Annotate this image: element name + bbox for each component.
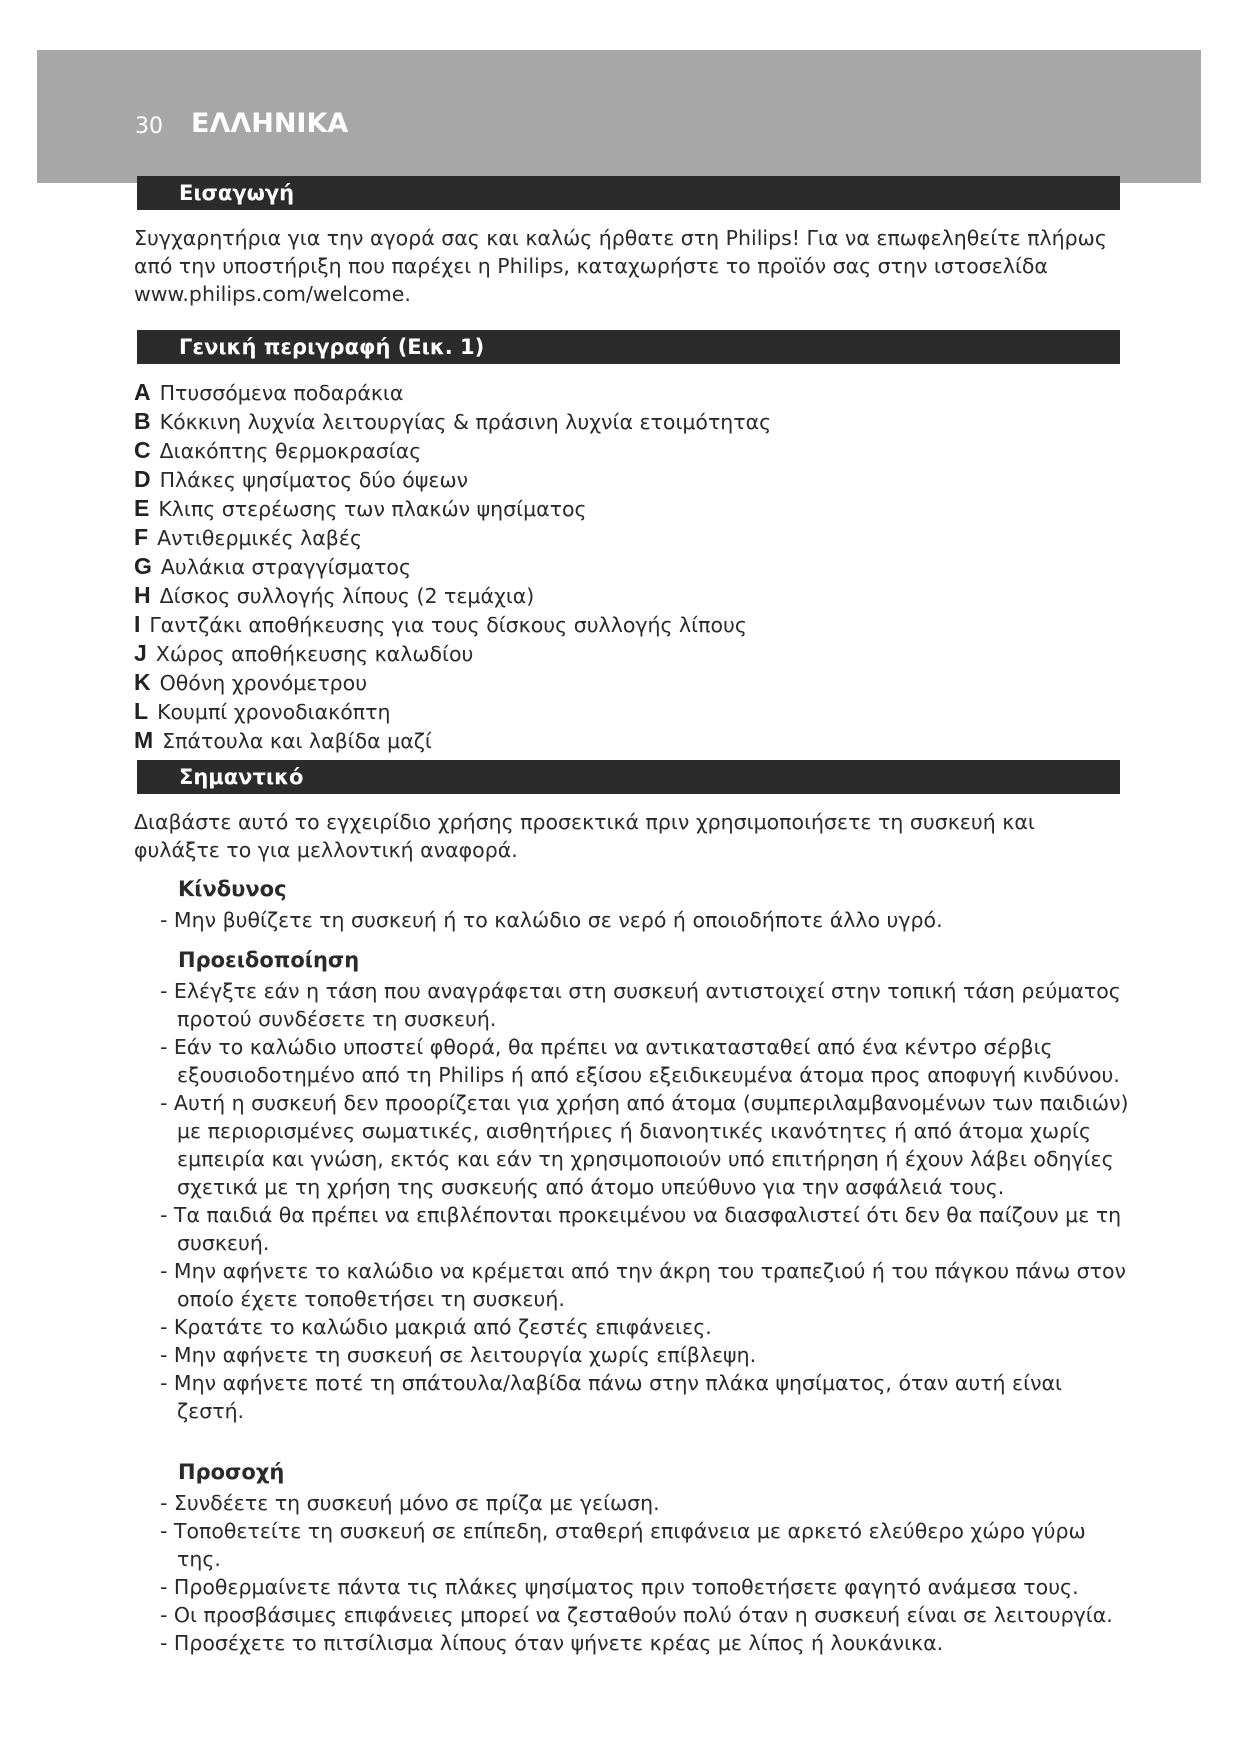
part-item	[134, 494, 771, 523]
section-heading-intro: Εισαγωγή	[137, 176, 1120, 210]
warning-title: Προειδοποίηση	[178, 948, 360, 972]
part-label: Κόκκινη λυχνία λειτουργίας & πράσινη λυχνία ετοιμότητας	[159, 410, 772, 434]
intro-paragraph: Συγχαρητήρια για την αγορά σας και καλώς ήρθατε στη Philips! Για να επωφεληθείτε πλήρως από την υποστήριξη που παρέχει η Philips, καταχωρήστε το προϊόν σας στην ιστοσελίδα www.philips.com/welcome.	[134, 226, 1107, 306]
part-letter: F	[134, 524, 149, 550]
caution-list	[148, 1489, 1133, 1657]
list-item: - Μην αφήνετε τη συσκευή σε λειτουργία χωρίς επίβλεψη.	[148, 1341, 1133, 1369]
page-number: 30	[135, 114, 163, 139]
section-heading-general: Γενική περιγραφή (Εικ. 1)	[137, 330, 1120, 364]
part-letter: I	[134, 611, 141, 637]
part-label: Κουμπί χρονοδιακόπτη	[157, 700, 391, 724]
list-item: - Μην αφήνετε το καλώδιο να κρέμεται από την άκρη του τραπεζιού ή του πάγκου πάνω στον οποίο έχετε τοποθετήσει τη συσκευή.	[148, 1257, 1133, 1313]
list-item: - Μην βυθίζετε τη συσκευή ή το καλώδιο σε νερό ή οποιοδήποτε άλλο υγρό.	[148, 906, 1133, 934]
part-label: Αντιθερμικές λαβές	[157, 526, 362, 550]
list-item: - Κρατάτε το καλώδιο μακριά από ζεστές επιφάνειες.	[148, 1313, 1133, 1341]
part-item	[134, 726, 771, 755]
part-label: Χώρος αποθήκευσης καλωδίου	[155, 642, 474, 666]
part-letter: L	[134, 698, 149, 724]
danger-title: Κίνδυνος	[178, 877, 287, 901]
danger-list	[148, 906, 1133, 934]
part-item	[134, 378, 771, 407]
parts-list	[134, 378, 771, 755]
warning-list	[148, 977, 1133, 1425]
list-item: - Οι προσβάσιμες επιφάνειες μπορεί να ζεσταθούν πολύ όταν η συσκευή είναι σε λειτουργία.	[148, 1601, 1133, 1629]
part-letter: A	[134, 379, 151, 405]
part-letter: H	[134, 582, 151, 608]
list-item: - Προσέχετε το πιτσίλισμα λίπους όταν ψήνετε κρέας με λίπος ή λουκάνικα.	[148, 1629, 1133, 1657]
part-letter: C	[134, 437, 151, 463]
list-item: - Αυτή η συσκευή δεν προορίζεται για χρήση από άτομα (συμπεριλαμβανομένων των παιδιών) με περιορισμένες σωματικές, αισθητήριες ή διανοητικές ικανότητες ή από άτομα χωρίς εμπειρία και γνώση, εκτός και εάν τη χρησιμοποιούν υπό επιτήρηση ή έχουν λάβει οδηγίες σχετικά με τη χρήση της συσκευής από άτομο υπεύθυνο για την ασφάλειά τους.	[148, 1089, 1133, 1201]
list-item: - Ελέγξτε εάν η τάση που αναγράφεται στη συσκευή αντιστοιχεί στην τοπική τάση ρεύματος προτού συνδέσετε τη συσκευή.	[148, 977, 1133, 1033]
list-item: - Προθερμαίνετε πάντα τις πλάκες ψησίματος πριν τοποθετήσετε φαγητό ανάμεσα τους.	[148, 1573, 1133, 1601]
part-item	[134, 407, 771, 436]
part-label: Γαντζάκι αποθήκευσης για τους δίσκους συλλογής λίπους	[149, 613, 747, 637]
part-item	[134, 610, 771, 639]
part-item	[134, 668, 771, 697]
part-letter: D	[134, 466, 151, 492]
list-item: - Συνδέετε τη συσκευή μόνο σε πρίζα με γείωση.	[148, 1489, 1133, 1517]
part-letter: E	[134, 495, 150, 521]
part-label: Διακόπτης θερμοκρασίας	[159, 439, 422, 463]
part-item	[134, 552, 771, 581]
part-item	[134, 581, 771, 610]
part-label: Σπάτουλα και λαβίδα μαζί	[162, 729, 432, 753]
part-letter: J	[134, 640, 147, 666]
list-item: - Μην αφήνετε ποτέ τη σπάτουλα/λαβίδα πάνω στην πλάκα ψησίματος, όταν αυτή είναι ζεστή.	[148, 1369, 1133, 1425]
section-heading-important: Σημαντικό	[137, 760, 1120, 794]
part-item	[134, 697, 771, 726]
part-letter: G	[134, 553, 152, 579]
part-item	[134, 639, 771, 668]
list-item: - Εάν το καλώδιο υποστεί φθορά, θα πρέπει να αντικατασταθεί από ένα κέντρο σέρβις εξουσιοδοτημένο από τη Philips ή από εξίσου εξειδικευμένα άτομα προς αποφυγή κινδύνου.	[148, 1033, 1133, 1089]
part-letter: K	[134, 669, 151, 695]
part-item	[134, 436, 771, 465]
part-label: Δίσκος συλλογής λίπους (2 τεμάχια)	[159, 584, 535, 608]
part-item	[134, 465, 771, 494]
part-label: Πλάκες ψησίματος δύο όψεων	[159, 468, 469, 492]
list-item: - Τοποθετείτε τη συσκευή σε επίπεδη, σταθερή επιφάνεια με αρκετό ελεύθερο χώρο γύρω της.	[148, 1517, 1133, 1573]
part-label: Κλιπς στερέωσης των πλακών ψησίματος	[158, 497, 587, 521]
important-paragraph: Διαβάστε αυτό το εγχειρίδιο χρήσης προσεκτικά πριν χρησιμοποιήσετε τη συσκευή και φυλάξτε το για μελλοντική αναφορά.	[134, 810, 1035, 862]
part-label: Οθόνη χρονόμετρου	[159, 671, 368, 695]
part-letter: B	[134, 408, 151, 434]
list-item: - Τα παιδιά θα πρέπει να επιβλέπονται προκειμένου να διασφαλιστεί ότι δεν θα παίζουν με τη συσκευή.	[148, 1201, 1133, 1257]
language-title: ΕΛΛΗΝΙΚΑ	[191, 108, 349, 139]
part-item	[134, 523, 771, 552]
part-label: Αυλάκια στραγγίσματος	[160, 555, 411, 579]
part-label: Πτυσσόμενα ποδαράκια	[159, 381, 404, 405]
caution-title: Προσοχή	[178, 1460, 285, 1484]
part-letter: M	[134, 727, 154, 753]
